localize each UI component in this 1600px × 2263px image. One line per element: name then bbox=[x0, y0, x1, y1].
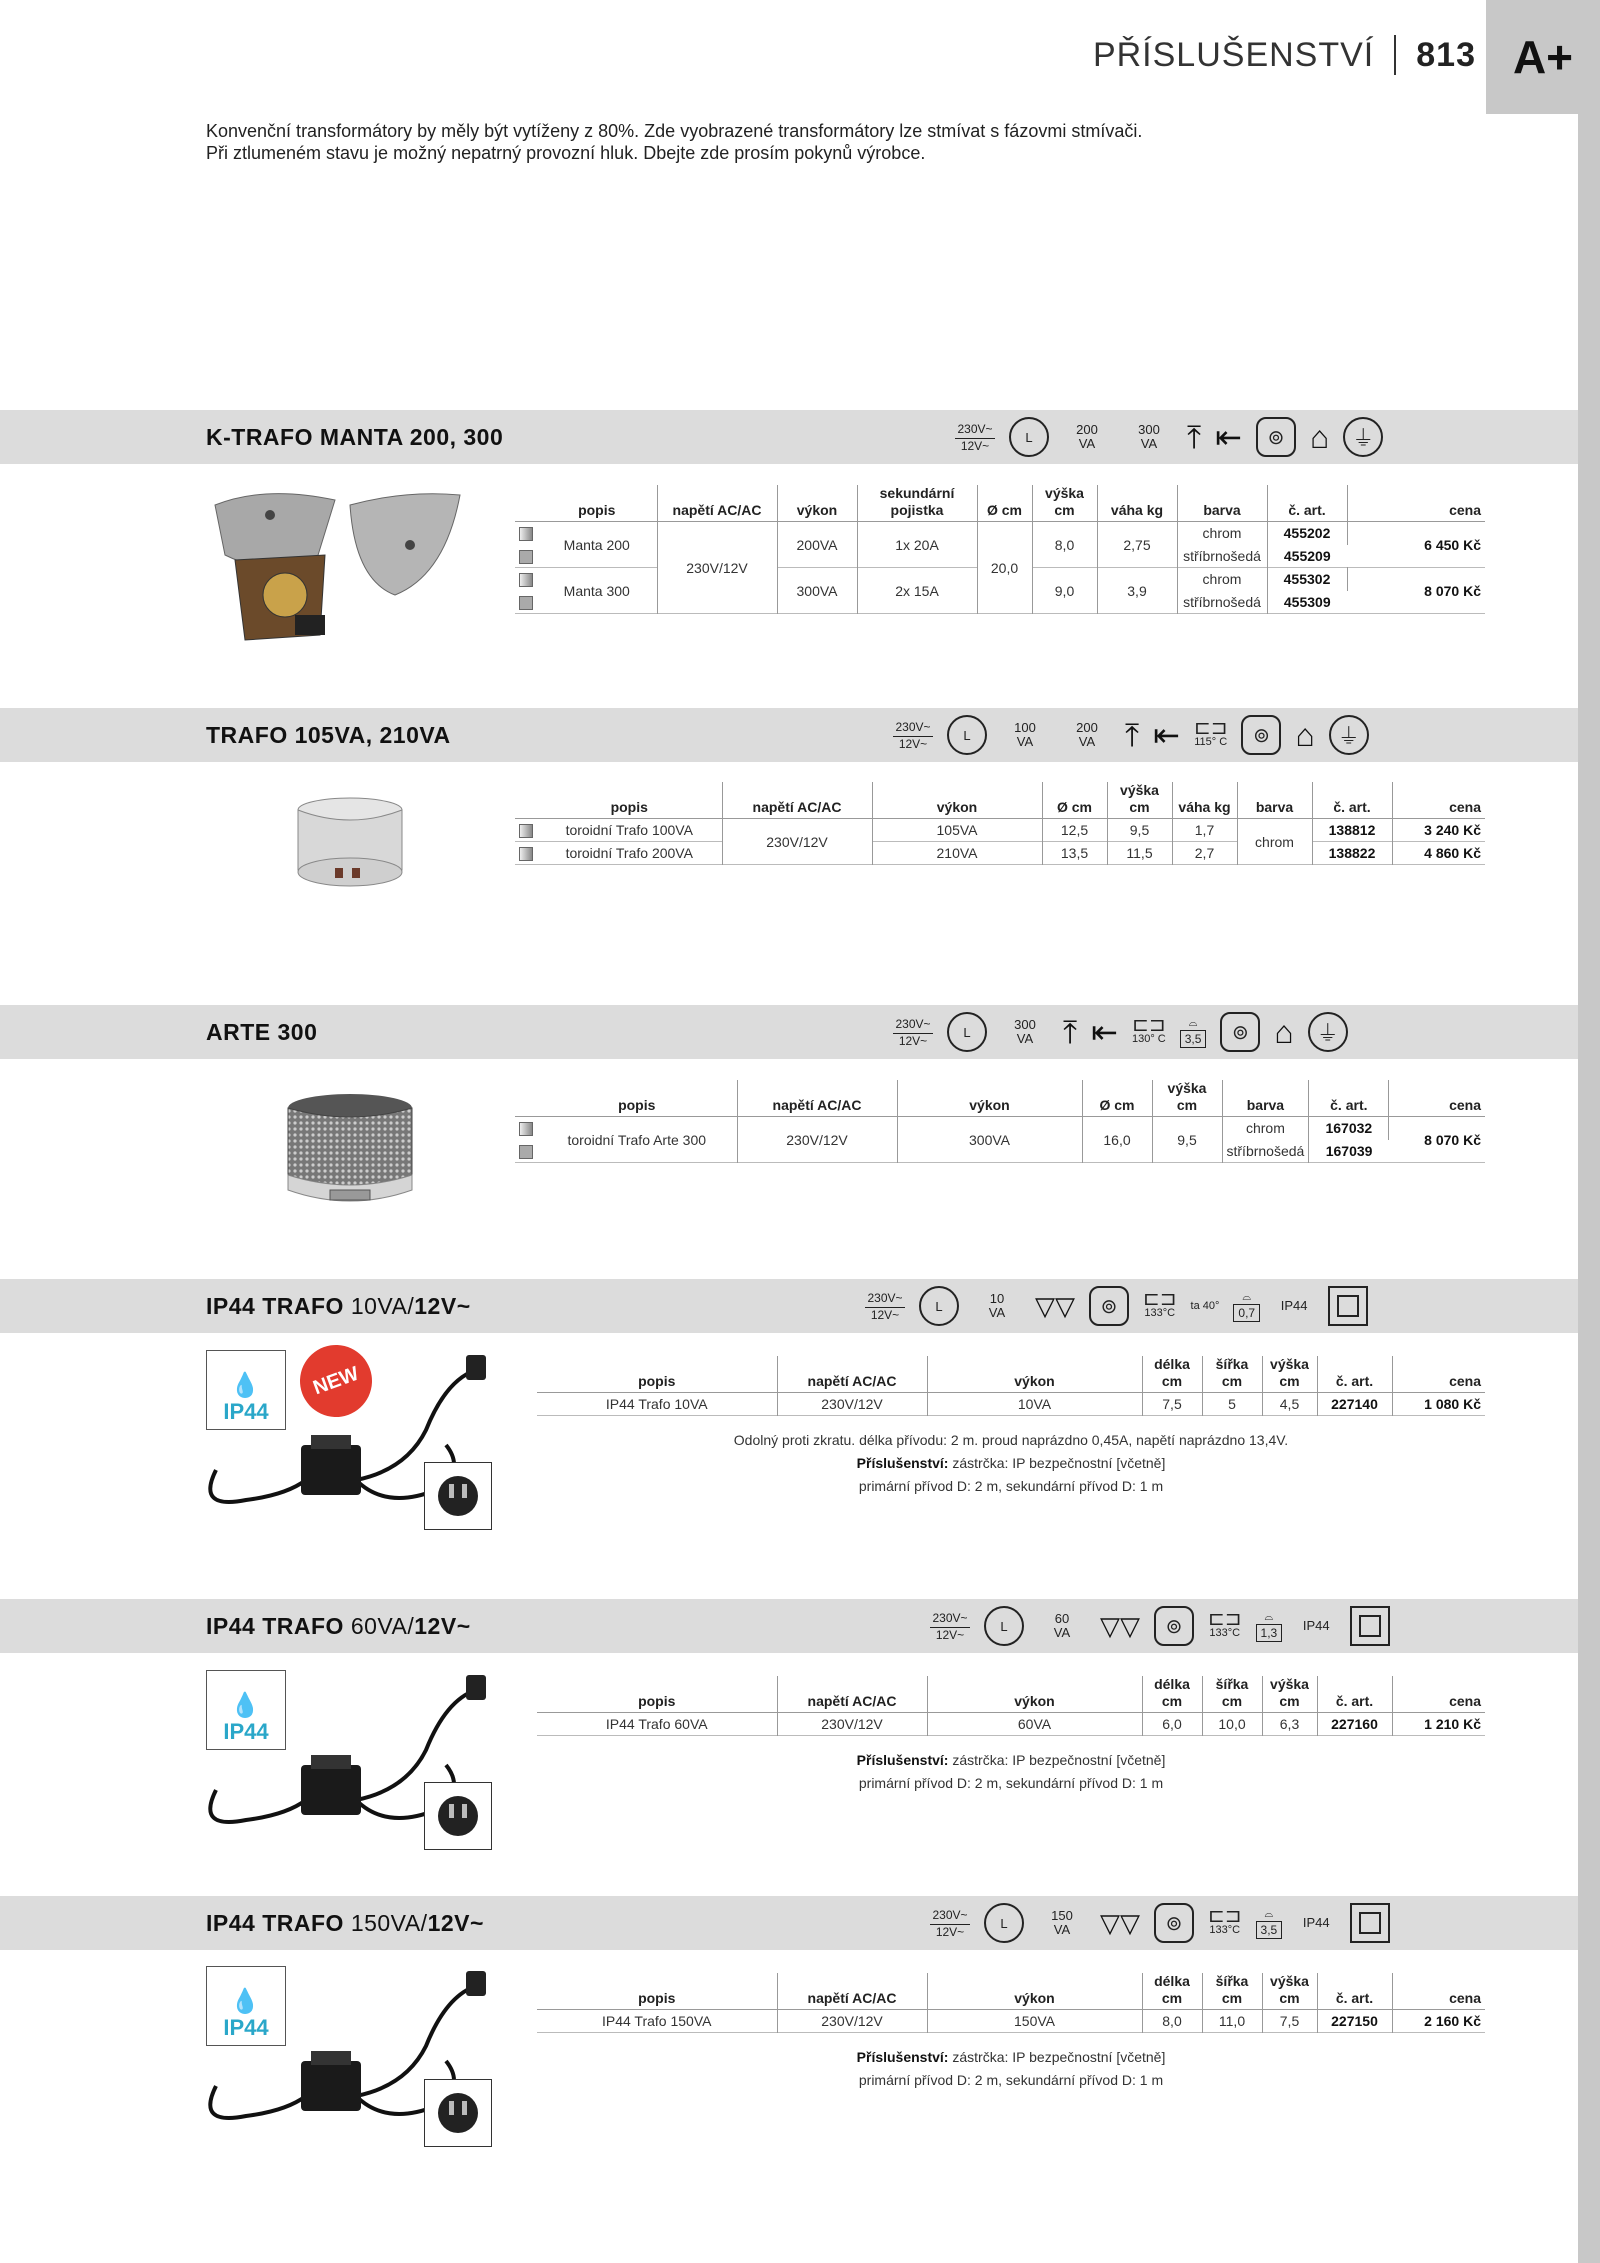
table-cell: toroidní Trafo 100VA bbox=[537, 819, 722, 842]
indoor-house-icon: ⌂ bbox=[1295, 717, 1315, 753]
table-row bbox=[515, 782, 1485, 819]
table-cell: 7,5 bbox=[1262, 2010, 1317, 2033]
table-header-cell: č. art. bbox=[1317, 1973, 1392, 2010]
spec-table-ip44-10 bbox=[537, 1356, 1485, 1416]
product-image-arte bbox=[280, 1090, 420, 1220]
spec-icons-ip44-10 bbox=[865, 1279, 1368, 1333]
furniture-mount-icon: ▽▽ bbox=[1035, 1291, 1075, 1321]
spec-table-ip44-60 bbox=[537, 1676, 1485, 1736]
transformer-icon: ⊚ bbox=[1220, 1012, 1260, 1052]
product-image-toroid bbox=[290, 790, 410, 900]
voltage-icon: 230V~ 12V~ bbox=[893, 1017, 933, 1048]
table-row bbox=[537, 1393, 1485, 1416]
table-cell: 3,9 bbox=[1097, 568, 1177, 614]
table-cell: 8,0 bbox=[1142, 2010, 1202, 2033]
table-cell: 167032 bbox=[1309, 1117, 1389, 1140]
table-cell: 455202 bbox=[1267, 522, 1347, 545]
table-header-cell: č. art. bbox=[1317, 1356, 1392, 1393]
table-cell: 2x 15A bbox=[857, 568, 977, 614]
table-row bbox=[537, 2010, 1485, 2033]
furniture-mount-icon: ▽▽ bbox=[1100, 1611, 1140, 1641]
table-cell: toroidní Trafo 200VA bbox=[537, 842, 722, 865]
swatch-chrom bbox=[519, 1122, 533, 1136]
table-cell: 455309 bbox=[1283, 593, 1331, 610]
table-row bbox=[515, 1080, 1485, 1117]
table-cell: 300VA bbox=[777, 568, 857, 614]
plug-image bbox=[424, 2079, 492, 2147]
ip44-logo: 💧 IP44 bbox=[206, 1350, 286, 1430]
product-title-ip44-10: IP44 TRAFO 10VA/12V~ bbox=[206, 1293, 471, 1319]
table-header-cell: šířka cm bbox=[1202, 1356, 1262, 1393]
table-header-cell: výkon bbox=[777, 485, 857, 522]
header-divider bbox=[1394, 35, 1396, 75]
ip-rating-icon: IP44 bbox=[1280, 1298, 1308, 1313]
intro-text bbox=[206, 120, 1142, 164]
table-cell: 9,0 bbox=[1032, 568, 1097, 614]
spec-table-manta bbox=[515, 485, 1485, 614]
table-header-cell: č. art. bbox=[1309, 1080, 1389, 1117]
weight-icon: ⌓ 3,5 bbox=[1180, 1016, 1207, 1048]
swatch-silver bbox=[519, 1145, 533, 1159]
weight-icon: ⌓ 1,3 bbox=[1256, 1610, 1283, 1642]
table-header-cell: barva bbox=[1177, 485, 1267, 522]
table-header-cell bbox=[515, 485, 537, 522]
indoor-house-icon: ⌂ bbox=[1274, 1014, 1294, 1050]
voltage-icon: 230V~ 12V~ bbox=[893, 720, 933, 751]
table-cell: stříbrnošedá bbox=[1222, 1140, 1309, 1163]
table-header-cell bbox=[515, 782, 537, 819]
table-header-cell: napětí AC/AC bbox=[777, 1973, 927, 2010]
table-header-cell: výška cm bbox=[1107, 782, 1172, 819]
table-cell bbox=[515, 568, 537, 591]
power-icon-300: 300 VA bbox=[1014, 1017, 1036, 1046]
table-row bbox=[537, 1676, 1485, 1713]
weight-icon: ⌓ 3,5 bbox=[1256, 1907, 1283, 1939]
power-icon-300: 300 VA bbox=[1138, 422, 1160, 451]
table-header-cell: popis bbox=[537, 485, 657, 522]
transformer-icon: ⊚ bbox=[1089, 1286, 1129, 1326]
page-header bbox=[1093, 35, 1476, 75]
table-cell: chrom bbox=[1177, 568, 1267, 591]
protection-class-icon bbox=[1350, 1606, 1390, 1646]
spec-icons-ip44-150 bbox=[930, 1896, 1390, 1950]
power-icon-150: 150 VA bbox=[1051, 1908, 1073, 1937]
table-header-cell: napětí AC/AC bbox=[722, 782, 872, 819]
spec-icons-trafo bbox=[893, 708, 1369, 762]
intro-line-1: Konvenční transformátory by měly být vytíženy z 80%. Zde vyobrazené transformátory lze stmívat s fázovmi stmívači. bbox=[206, 121, 1143, 141]
dimmer-icon: L bbox=[919, 1286, 959, 1326]
table-cell: 6,0 bbox=[1142, 1713, 1202, 1736]
table-row bbox=[537, 1713, 1485, 1736]
table-cell: 5 bbox=[1202, 1393, 1262, 1416]
table-header-cell: č. art. bbox=[1317, 1676, 1392, 1713]
power-icon-10: 10 VA bbox=[988, 1291, 1006, 1320]
protection-class-icon bbox=[1328, 1286, 1368, 1326]
table-header-cell: barva bbox=[1237, 782, 1312, 819]
table-cell: 2 160 Kč bbox=[1424, 2013, 1481, 2029]
swatch-chrom bbox=[519, 824, 533, 838]
table-header-cell: cena bbox=[1449, 799, 1481, 815]
table-cell: 1 080 Kč bbox=[1424, 1396, 1481, 1412]
table-cell: IP44 Trafo 60VA bbox=[537, 1713, 777, 1736]
table-cell: Manta 300 bbox=[537, 568, 657, 614]
table-header-cell: Ø cm bbox=[1042, 782, 1107, 819]
table-cell: 2,75 bbox=[1097, 522, 1177, 568]
spec-icons-ip44-60 bbox=[930, 1599, 1390, 1653]
table-cell: 230V/12V bbox=[777, 1713, 927, 1736]
table-cell: chrom bbox=[1237, 819, 1312, 865]
table-row bbox=[537, 1356, 1485, 1393]
table-cell bbox=[515, 819, 537, 842]
table-cell: 4 860 Kč bbox=[1424, 845, 1481, 861]
table-cell: 230V/12V bbox=[777, 1393, 927, 1416]
product-image-manta bbox=[205, 485, 465, 655]
table-cell: 105VA bbox=[872, 819, 1042, 842]
product-title-arte: ARTE 300 bbox=[206, 1019, 318, 1045]
ip-rating-icon: IP44 bbox=[1302, 1915, 1330, 1930]
table-cell: 9,5 bbox=[1107, 819, 1172, 842]
swatch-chrom bbox=[519, 527, 533, 541]
table-cell: 230V/12V bbox=[722, 819, 872, 865]
table-header-cell bbox=[515, 1080, 537, 1117]
table-cell: 6,3 bbox=[1262, 1713, 1317, 1736]
table-cell: 227140 bbox=[1317, 1393, 1392, 1416]
table-cell: 60VA bbox=[927, 1713, 1142, 1736]
spec-icons-manta bbox=[955, 410, 1383, 464]
table-cell: 11,0 bbox=[1202, 2010, 1262, 2033]
table-row bbox=[515, 842, 1485, 865]
voltage-icon: 230V~ 12V~ bbox=[930, 1611, 970, 1642]
table-cell: 8 070 Kč bbox=[1424, 1131, 1481, 1148]
table-cell: 230V/12V bbox=[777, 2010, 927, 2033]
water-drops-icon: 💧 bbox=[230, 1692, 262, 1719]
product-title-ip44-150: IP44 TRAFO 150VA/12V~ bbox=[206, 1910, 484, 1936]
table-cell: 20,0 bbox=[977, 522, 1032, 614]
table-cell: 200VA bbox=[777, 522, 857, 568]
swatch-chrom bbox=[519, 573, 533, 587]
table-row bbox=[515, 819, 1485, 842]
table-header-cell: barva bbox=[1222, 1080, 1309, 1117]
table-cell: 300VA bbox=[897, 1117, 1082, 1163]
table-cell: toroidní Trafo Arte 300 bbox=[537, 1117, 737, 1163]
table-header-cell: výkon bbox=[927, 1356, 1142, 1393]
temperature-icon: ⊏⊐ 115° C bbox=[1193, 717, 1228, 748]
new-badge: NEW bbox=[290, 1335, 382, 1427]
table-header-cell: cena bbox=[1449, 1990, 1481, 2006]
table-cell: 455209 bbox=[1283, 547, 1331, 564]
table-row bbox=[515, 1117, 1485, 1140]
table-header-cell: výška cm bbox=[1262, 1973, 1317, 2010]
mount-ceiling-icon: ⤒ bbox=[1125, 717, 1140, 753]
transformer-icon: ⊚ bbox=[1256, 417, 1296, 457]
table-header-cell: délka cm bbox=[1142, 1356, 1202, 1393]
table-cell: 10VA bbox=[927, 1393, 1142, 1416]
table-cell bbox=[515, 842, 537, 865]
power-icon-200: 200 VA bbox=[1076, 422, 1098, 451]
section-title: PŘÍSLUŠENSTVÍ bbox=[1092, 35, 1375, 74]
temperature-icon: ⊏⊐ 133°C bbox=[1208, 1608, 1242, 1639]
table-header-cell: napětí AC/AC bbox=[777, 1676, 927, 1713]
weight-icon: ⌓ 0,7 bbox=[1233, 1290, 1260, 1322]
table-header-cell: výkon bbox=[897, 1080, 1082, 1117]
table-cell: 230V/12V bbox=[737, 1117, 897, 1163]
table-cell: 13,5 bbox=[1042, 842, 1107, 865]
earth-ground-icon: ⏚ bbox=[1329, 715, 1369, 755]
table-header-cell: sekundární pojistka bbox=[857, 485, 977, 522]
table-cell: 8 070 Kč bbox=[1424, 582, 1481, 599]
table-cell: Manta 200 bbox=[537, 522, 657, 568]
table-header-cell: váha kg bbox=[1172, 782, 1237, 819]
table-cell: 1x 20A bbox=[857, 522, 977, 568]
earth-ground-icon: ⏚ bbox=[1343, 417, 1383, 457]
table-header-cell: Ø cm bbox=[1082, 1080, 1152, 1117]
table-header-cell: č. art. bbox=[1312, 782, 1392, 819]
table-cell: 2,7 bbox=[1172, 842, 1237, 865]
table-header-cell: výkon bbox=[872, 782, 1042, 819]
spec-table-arte bbox=[515, 1080, 1485, 1163]
spec-icons-arte bbox=[893, 1005, 1348, 1059]
notes-ip44-150: Příslušenství: zástrčka: IP bezpečnostní [včetně] primární přívod D: 2 m, sekundární přívod D: 1 m bbox=[856, 2049, 1166, 2088]
table-cell bbox=[515, 522, 537, 545]
water-drops-icon: 💧 bbox=[230, 1372, 262, 1399]
table-header-cell: popis bbox=[537, 1676, 777, 1713]
table-header-cell: výška cm bbox=[1262, 1356, 1317, 1393]
table-header-cell: cena bbox=[1449, 1097, 1481, 1113]
voltage-icon: 230V~ 12V~ bbox=[865, 1291, 905, 1322]
mount-wall-icon: ⇤ bbox=[1091, 1014, 1118, 1050]
transformer-icon: ⊚ bbox=[1154, 1903, 1194, 1943]
table-header-cell: popis bbox=[537, 1973, 777, 2010]
table-header-cell: šířka cm bbox=[1202, 1973, 1262, 2010]
category-tab bbox=[1486, 0, 1600, 114]
table-cell: 9,5 bbox=[1152, 1117, 1222, 1163]
swatch-silver bbox=[519, 596, 533, 610]
table-header-cell: cena bbox=[1449, 502, 1481, 518]
product-title-manta: K-TRAFO MANTA 200, 300 bbox=[206, 424, 504, 450]
table-cell: 227150 bbox=[1317, 2010, 1392, 2033]
table-cell: 7,5 bbox=[1142, 1393, 1202, 1416]
furniture-mount-icon: ▽▽ bbox=[1100, 1908, 1140, 1938]
table-cell: IP44 Trafo 150VA bbox=[537, 2010, 777, 2033]
table-cell: stříbrnošedá bbox=[1177, 545, 1267, 568]
transformer-icon: ⊚ bbox=[1154, 1606, 1194, 1646]
table-cell: 3 240 Kč bbox=[1424, 822, 1481, 838]
voltage-icon: 230V~ 12V~ bbox=[955, 422, 995, 453]
notes-ip44-60: Příslušenství: zástrčka: IP bezpečnostní [včetně] primární přívod D: 2 m, sekundární přívod D: 1 m bbox=[856, 1752, 1166, 1791]
power-icon-60: 60 VA bbox=[1053, 1611, 1071, 1640]
table-header-cell: délka cm bbox=[1142, 1676, 1202, 1713]
table-cell: 138812 bbox=[1312, 819, 1392, 842]
table-cell: 455302 bbox=[1267, 568, 1347, 591]
table-cell: 167039 bbox=[1325, 1142, 1373, 1159]
table-cell: 150VA bbox=[927, 2010, 1142, 2033]
table-header-cell: délka cm bbox=[1142, 1973, 1202, 2010]
table-header-cell: cena bbox=[1449, 1693, 1481, 1709]
ip-rating-icon: IP44 bbox=[1302, 1618, 1330, 1633]
table-cell: 6 450 Kč bbox=[1424, 536, 1481, 553]
table-cell: chrom bbox=[1222, 1117, 1309, 1140]
table-header-cell: popis bbox=[537, 1356, 777, 1393]
mount-wall-icon: ⇤ bbox=[1215, 419, 1242, 455]
table-cell: chrom bbox=[1177, 522, 1267, 545]
temperature-icon: ⊏⊐ 133°C bbox=[1143, 1288, 1177, 1319]
table-header-cell: napětí AC/AC bbox=[657, 485, 777, 522]
category-label: A+ bbox=[1512, 31, 1574, 83]
table-cell: 210VA bbox=[872, 842, 1042, 865]
water-drops-icon: 💧 bbox=[230, 1988, 262, 2015]
table-header-cell: výška cm bbox=[1152, 1080, 1222, 1117]
table-cell: IP44 Trafo 10VA bbox=[537, 1393, 777, 1416]
table-header-cell: výška cm bbox=[1262, 1676, 1317, 1713]
dimmer-icon: L bbox=[984, 1606, 1024, 1646]
temperature-icon: ⊏⊐ 133°C bbox=[1208, 1905, 1242, 1936]
ip44-logo: 💧 IP44 bbox=[206, 1966, 286, 2046]
dimmer-icon: L bbox=[947, 1012, 987, 1052]
table-header-cell: váha kg bbox=[1097, 485, 1177, 522]
plug-image bbox=[424, 1462, 492, 1530]
table-cell: 10,0 bbox=[1202, 1713, 1262, 1736]
mount-wall-icon: ⇤ bbox=[1153, 717, 1180, 753]
table-header-cell: výkon bbox=[927, 1973, 1142, 2010]
spec-table-ip44-150 bbox=[537, 1973, 1485, 2033]
table-cell bbox=[515, 1117, 537, 1140]
notes-ip44-10: Odolný proti zkratu. délka přívodu: 2 m. proud naprázdno 0,45A, napětí naprázdno 13,4V. Příslušenství: zástrčka: IP bezpečnostní [včetně] primární přívod D: 2 m, sekundární přívod D: 1 m bbox=[733, 1432, 1289, 1494]
earth-ground-icon: ⏚ bbox=[1308, 1012, 1348, 1052]
plug-image bbox=[424, 1782, 492, 1850]
protection-class-icon bbox=[1350, 1903, 1390, 1943]
page-number: 813 bbox=[1416, 35, 1476, 74]
power-icon-100: 100 VA bbox=[1014, 720, 1036, 749]
table-header-cell: šířka cm bbox=[1202, 1676, 1262, 1713]
dimmer-icon: L bbox=[984, 1903, 1024, 1943]
table-cell: 138822 bbox=[1312, 842, 1392, 865]
table-cell bbox=[515, 591, 537, 614]
table-row bbox=[515, 485, 1485, 522]
table-cell: 1,7 bbox=[1172, 819, 1237, 842]
table-header-cell: č. art. bbox=[1267, 485, 1347, 522]
table-header-cell: popis bbox=[537, 782, 722, 819]
mount-ceiling-icon: ⤒ bbox=[1063, 1014, 1078, 1050]
table-header-cell: cena bbox=[1449, 1373, 1481, 1389]
dimmer-icon: L bbox=[1009, 417, 1049, 457]
voltage-icon: 230V~ 12V~ bbox=[930, 1908, 970, 1939]
transformer-icon: ⊚ bbox=[1241, 715, 1281, 755]
swatch-chrom bbox=[519, 847, 533, 861]
table-cell: 227160 bbox=[1317, 1713, 1392, 1736]
table-header-cell: výška cm bbox=[1032, 485, 1097, 522]
table-header-cell: výkon bbox=[927, 1676, 1142, 1713]
table-cell bbox=[515, 545, 537, 568]
dimmer-icon: L bbox=[947, 715, 987, 755]
ip44-logo: 💧 IP44 bbox=[206, 1670, 286, 1750]
table-header-cell: napětí AC/AC bbox=[737, 1080, 897, 1117]
table-cell: 4,5 bbox=[1262, 1393, 1317, 1416]
table-cell bbox=[515, 1140, 537, 1163]
table-header-cell: napětí AC/AC bbox=[777, 1356, 927, 1393]
product-title-ip44-60: IP44 TRAFO 60VA/12V~ bbox=[206, 1613, 471, 1639]
power-icon-200: 200 VA bbox=[1076, 720, 1098, 749]
table-cell: 12,5 bbox=[1042, 819, 1107, 842]
table-cell: 8,0 bbox=[1032, 522, 1097, 568]
swatch-silver bbox=[519, 550, 533, 564]
side-bar bbox=[1578, 114, 1600, 2263]
spec-table-trafo bbox=[515, 782, 1485, 865]
table-row bbox=[537, 1973, 1485, 2010]
table-header-cell: popis bbox=[537, 1080, 737, 1117]
table-cell: 16,0 bbox=[1082, 1117, 1152, 1163]
mount-ceiling-icon: ⤒ bbox=[1187, 419, 1202, 455]
temperature-icon: ⊏⊐ 130° C bbox=[1131, 1014, 1166, 1045]
table-header-cell: Ø cm bbox=[977, 485, 1032, 522]
product-title-trafo: TRAFO 105VA, 210VA bbox=[206, 722, 451, 748]
ambient-temp-icon: ta 40° bbox=[1190, 1300, 1220, 1312]
table-cell: 11,5 bbox=[1107, 842, 1172, 865]
table-cell: 1 210 Kč bbox=[1424, 1716, 1481, 1732]
table-cell: 230V/12V bbox=[657, 522, 777, 614]
table-row bbox=[515, 522, 1485, 545]
indoor-house-icon: ⌂ bbox=[1309, 419, 1330, 455]
table-cell: stříbrnošedá bbox=[1177, 591, 1267, 614]
intro-line-2: Při ztlumeném stavu je možný nepatrný provozní hluk. Dbejte zde prosím pokynů výrobce. bbox=[206, 143, 926, 163]
